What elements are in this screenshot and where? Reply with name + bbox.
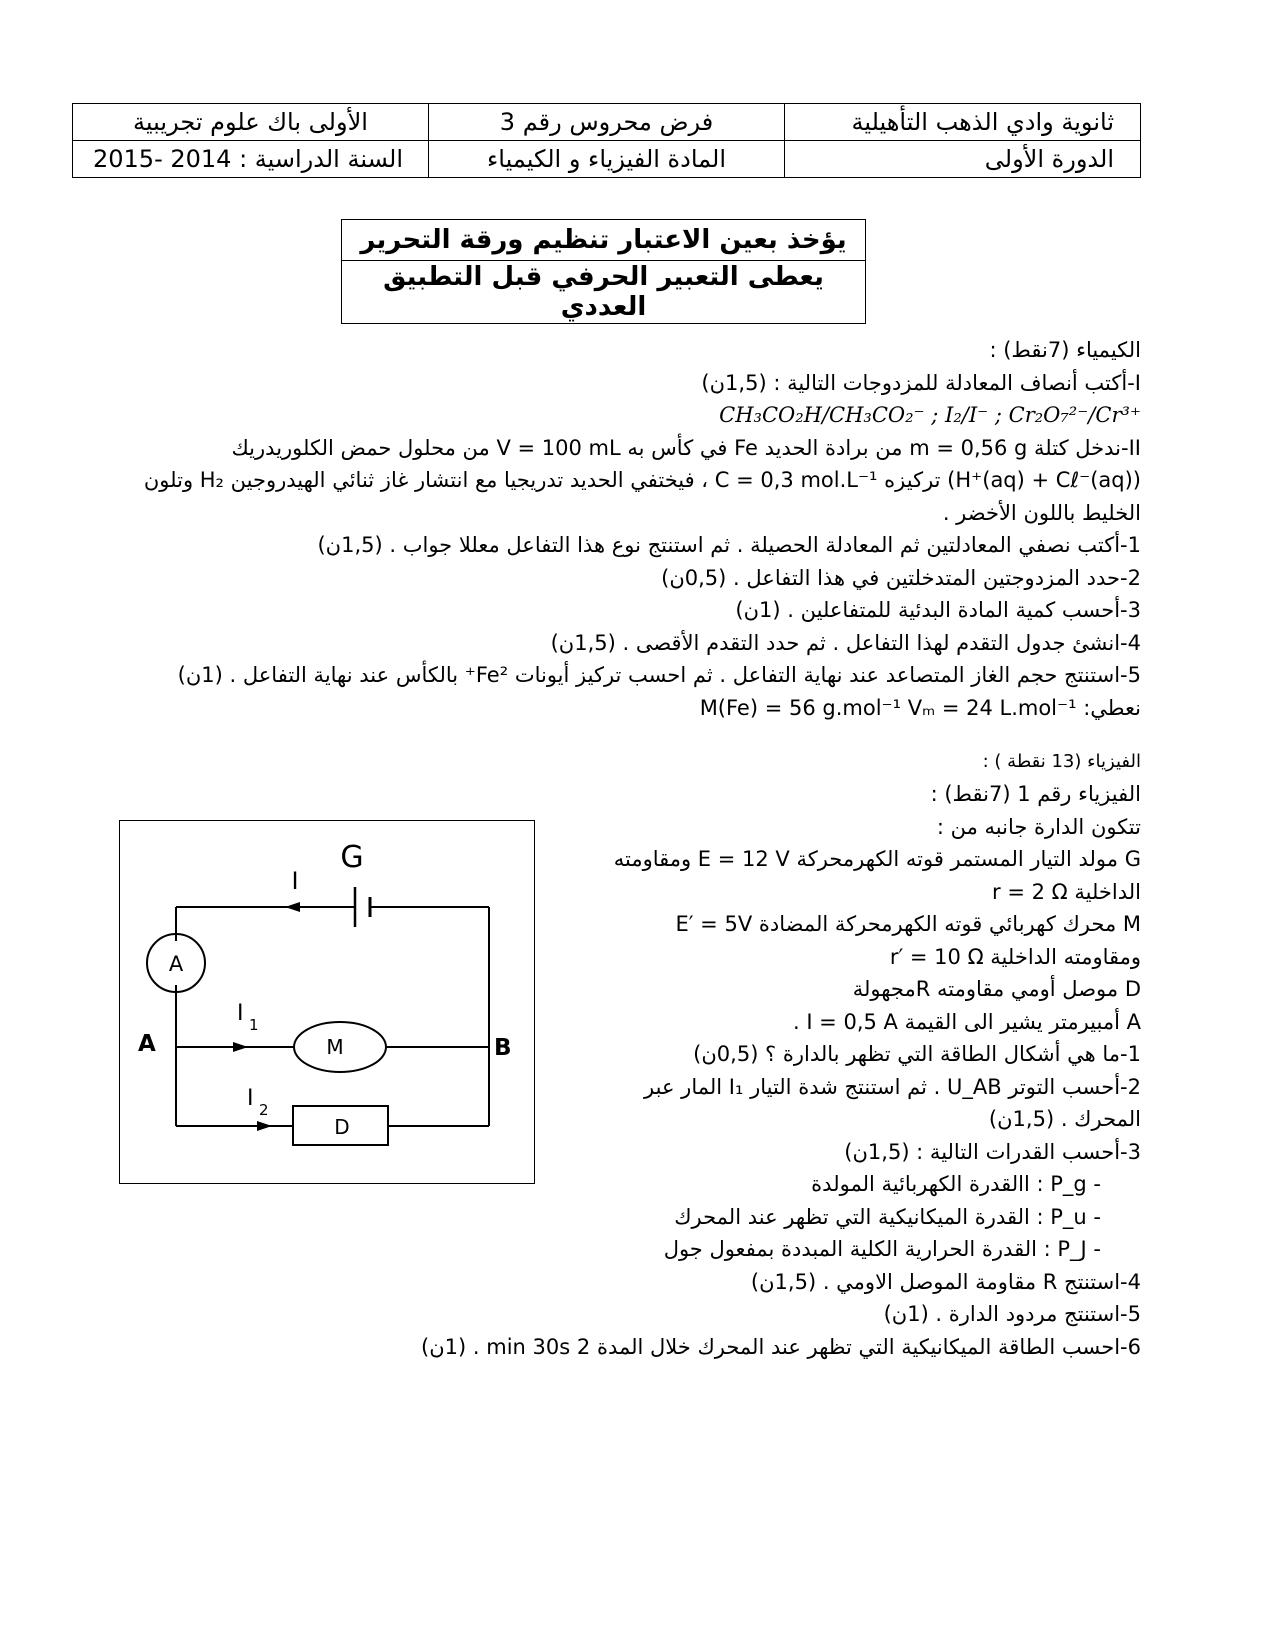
redox-couples: CH₃CO₂H/CH₃CO₂⁻ ; I₂/I⁻ ; Cr₂O₇²⁻/Cr³⁺ <box>719 403 1141 427</box>
phys-question-2b: المحرك . (1,5ن) <box>988 1107 1141 1131</box>
circuit-intro: تتكون الدارة جانبه من : <box>936 814 1141 839</box>
chem-question-3: 3-أحسب كمية المادة البدئية للمتفاعلين . (1ن) <box>735 598 1141 622</box>
chem-given: نعطي: M(Fe) = 56 g.mol⁻¹ Vₘ = 24 L.mol⁻¹ <box>699 695 1141 720</box>
subject: المادة الفيزياء و الكيمياء <box>429 141 785 178</box>
label-generator: G <box>340 840 364 875</box>
power-mechanical: - P_u : القدرة الميكانيكية التي تظهر عند المحرك <box>674 1204 1101 1229</box>
resistor-desc: D موصل أومي مقاومته Rمجهولة <box>852 977 1141 1001</box>
class-level: الأولى باك علوم تجريبية <box>73 104 429 141</box>
phys-question-6: 6-احسب الطاقة الميكانيكية التي تظهر عند المحرك خلال المدة 2 min 30s . (1ن) <box>421 1334 1141 1359</box>
phys-question-5: 5-استنتج مردود الدارة . (1ن) <box>883 1302 1141 1326</box>
phys-question-1: 1-ما هي أشكال الطاقة التي تظهر بالدارة ؟ (0,5ن) <box>693 1042 1141 1066</box>
phys-question-4: 4-استنتج R مقاومة الموصل الاومي . (1,5ن) <box>750 1269 1141 1294</box>
school-name: ثانوية وادي الذهب التأهيلية <box>785 104 1141 141</box>
chemistry-title: الكيمياء (7نقط) : <box>989 338 1141 362</box>
chem-question-2: 2-حدد المزدوجتين المتدخلتين في هذا التفاعل . (0,5ن) <box>661 565 1141 590</box>
label-current-2: I <box>247 1086 254 1111</box>
chem-part2-line3: الخليط باللون الأخضر . <box>942 500 1141 525</box>
instructions-box <box>341 219 866 324</box>
session: الدورة الأولى <box>785 141 1141 178</box>
label-node-b: B <box>494 1035 512 1061</box>
circuit-svg <box>120 821 534 1183</box>
arrow-i2 <box>257 1121 272 1131</box>
phys-question-2a: 2-أحسب التوتر U_AB . ثم استنتج شدة التيار I₁ المار عبر <box>644 1074 1141 1099</box>
label-node-a: A <box>138 1031 156 1057</box>
label-resistor: D <box>334 1115 350 1139</box>
ammeter-desc: A أمبيرمتر يشير الى القيمة I = 0,5 A . <box>792 1009 1141 1034</box>
chem-question-1: 1-أكتب نصفي المعادلتين ثم المعادلة الحصيلة . ثم استنتج نوع هذا التفاعل معللا جواب . (1,5ن) <box>317 533 1141 557</box>
chem-part2-line2: (H⁺(aq) + Cℓ⁻(aq)) تركيزه C = 0,3 mol.L⁻¹ ، فيختفي الحديد تدريجيا مع انتشار غاز ثنائي الهيدروجين H₂ وتلون <box>143 468 1141 492</box>
label-current-1-sub: 1 <box>249 1016 259 1034</box>
generator-desc-2: الداخلية r = 2 Ω <box>992 879 1141 904</box>
arrow-i <box>285 902 300 912</box>
chem-part2-line1: II-ندخل كتلة m = 0,56 g من برادة الحديد Fe في كأس به V = 100 mL من محلول حمض الكلوريدريك <box>231 435 1141 460</box>
physics-title: الفيزياء (13 نقطة ) : <box>982 751 1141 772</box>
label-ammeter: A <box>168 952 184 976</box>
exam-title: فرض محروس رقم 3 <box>429 104 785 141</box>
arrow-i1 <box>233 1042 248 1052</box>
header-table <box>72 103 1141 178</box>
circuit-diagram <box>119 820 535 1184</box>
physics-subtitle: الفيزياء رقم 1 (7نقط) : <box>930 782 1141 806</box>
physics-section <box>531 778 1141 1331</box>
power-generator: - P_g : االقدرة الكهربائية المولدة <box>811 1172 1101 1196</box>
label-motor: M <box>326 1035 344 1059</box>
power-joule: - P_J : القدرة الحرارية الكلية المبددة بمفعول جول <box>663 1237 1101 1261</box>
label-current-1: I <box>237 1001 244 1026</box>
label-current: I <box>291 867 299 895</box>
chem-question-5: 5-استنتج حجم الغاز المتصاعد عند نهاية التفاعل . ثم احسب تركيز أيونات Fe²⁺ بالكأس عند نهاية التفاعل . (1ن) <box>177 663 1141 687</box>
chem-question-4: 4-انشئ جدول التقدم لهذا التفاعل . ثم حدد التقدم الأقصى . (1,5ن) <box>550 630 1141 655</box>
phys-question-3: 3-أحسب القدرات التالية : (1,5ن) <box>844 1139 1141 1164</box>
school-year: السنة الدراسية : 2014 -2015 <box>73 141 429 178</box>
motor-desc-2: ومقاومته الداخلية r′ = 10 Ω <box>889 944 1141 969</box>
instruction-2: يعطى التعبير الحرفي قبل التطبيق العددي <box>342 261 866 324</box>
label-current-2-sub: 2 <box>259 1101 269 1119</box>
generator-desc-1: G مولد التيار المستمر قوته الكهرمحركة E = 12 V ومقاومته <box>613 847 1141 871</box>
motor-desc-1: M محرك كهربائي قوته الكهرمحركة المضادة E′ = 5V <box>675 912 1141 936</box>
chem-part1: I-أكتب أنصاف المعادلة للمزدوجات التالية : (1,5ن) <box>701 370 1141 395</box>
instruction-1: يؤخذ بعين الاعتبار تنظيم ورقة التحرير <box>342 220 866 261</box>
